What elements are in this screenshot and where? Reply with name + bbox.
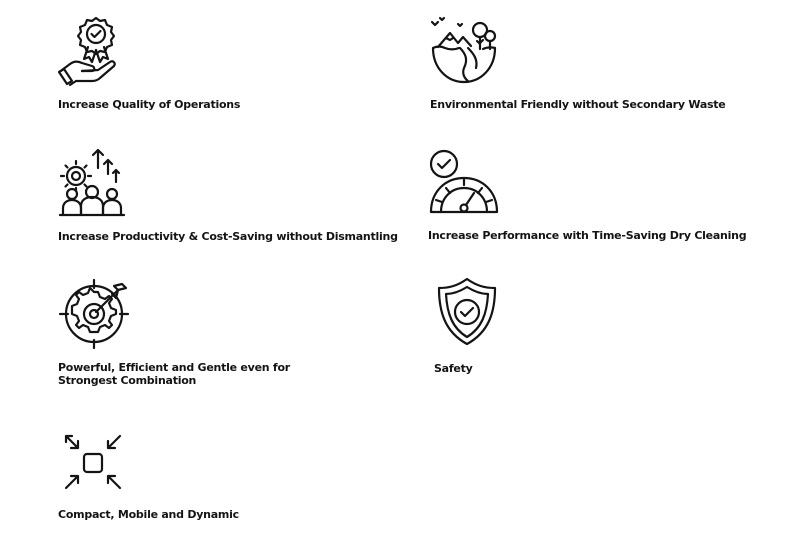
- feature-label-line: Strongest Combination: [58, 374, 197, 387]
- feature-label: [58, 98, 240, 111]
- feature-label-line: Increase Productivity & Cost-Saving without Dismantling: [58, 230, 398, 243]
- feature-label: [58, 508, 239, 521]
- feature-label: [434, 362, 473, 375]
- feature-label: [428, 229, 746, 242]
- feature-productivity: [58, 148, 418, 248]
- feature-label-line: Increase Quality of Operations: [58, 98, 241, 111]
- performance-gauge-icon: [428, 148, 500, 220]
- shield-check-icon: [434, 276, 500, 348]
- feature-label-line: Powerful, Efficient and Gentle even for: [58, 361, 290, 374]
- feature-label-line: Safety: [434, 362, 473, 375]
- eco-landscape-icon: [430, 14, 500, 86]
- feature-label-line: Increase Performance with Time-Saving Dry Cleaning: [428, 229, 747, 242]
- feature-compact: [58, 428, 318, 528]
- feature-environment: [430, 14, 750, 114]
- productivity-team-growth-icon: [58, 148, 128, 220]
- feature-label-line: Compact, Mobile and Dynamic: [58, 508, 239, 521]
- feature-label: [58, 361, 290, 387]
- target-gear-arrow-icon: [58, 276, 130, 348]
- feature-label: [58, 230, 398, 243]
- feature-powerful: [58, 276, 378, 396]
- feature-quality: [58, 14, 358, 114]
- compact-arrows-icon: [58, 428, 130, 496]
- feature-safety: [434, 276, 634, 386]
- feature-label-line: Environmental Friendly without Secondary Waste: [430, 98, 726, 111]
- quality-award-hand-icon: [58, 14, 122, 86]
- feature-label: [430, 98, 726, 111]
- feature-performance: [428, 148, 788, 248]
